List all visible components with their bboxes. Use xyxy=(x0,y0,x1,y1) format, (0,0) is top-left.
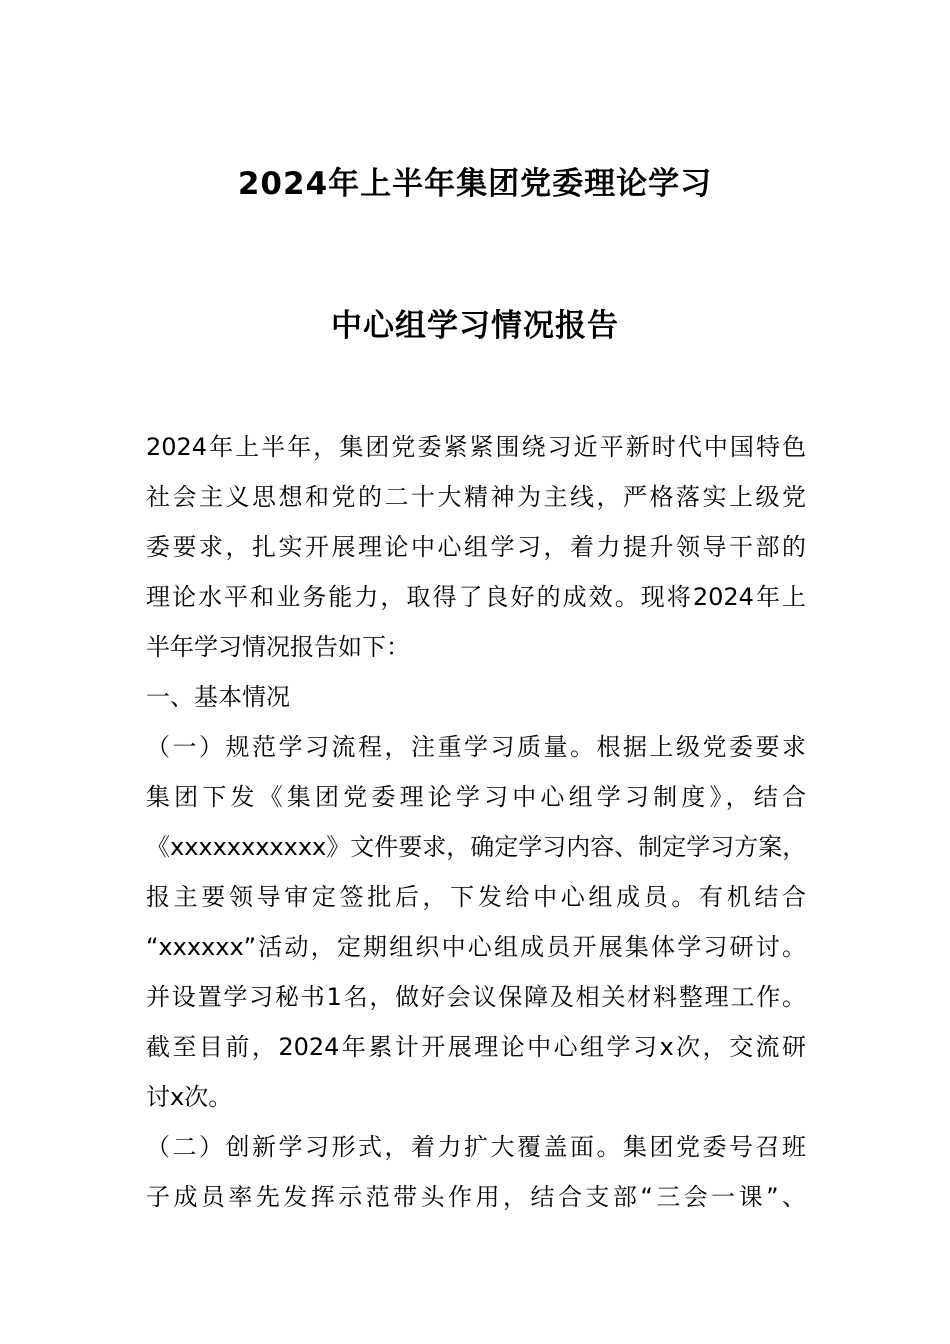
body-text-line: 社会主义思想和党的二十大精神为主线，严格落实上级党 xyxy=(146,483,806,511)
body-text-line: 截至目前，2024年累计开展理论中心组学习x次，交流研 xyxy=(146,1033,806,1061)
body-text-line: 2024年上半年，集团党委紧紧围绕习近平新时代中国特色 xyxy=(146,433,806,461)
body-text-line: 报主要领导审定签批后，下发给中心组成员。有机结合 xyxy=(146,883,806,911)
body-text-line: 理论水平和业务能力，取得了良好的成效。现将2024年上 xyxy=(146,583,806,611)
document-title-line-1: 2024年上半年集团党委理论学习 xyxy=(237,166,713,202)
document-title-line-2: 中心组学习情况报告 xyxy=(331,308,619,344)
body-text-line: 讨x次。 xyxy=(146,1083,233,1111)
body-text-line: “xxxxxx”活动，定期组织中心组成员开展集体学习研讨。 xyxy=(146,933,806,961)
body-text-line: （二）创新学习形式，着力扩大覆盖面。集团党委号召班 xyxy=(146,1133,806,1161)
body-text-line: 《xxxxxxxxxxx》文件要求，确定学习内容、制定学习方案， xyxy=(146,833,806,861)
body-text-line: 并设置学习秘书1名，做好会议保障及相关材料整理工作。 xyxy=(146,983,806,1011)
body-text-line: 委要求，扎实开展理论中心组学习，着力提升领导干部的 xyxy=(146,533,806,561)
body-text-line: 子成员率先发挥示范带头作用，结合支部“三会一课”、 xyxy=(146,1183,806,1211)
body-text-line: （一）规范学习流程，注重学习质量。根据上级党委要求 xyxy=(146,733,806,761)
body-text-line: 集团下发《集团党委理论学习中心组学习制度》，结合 xyxy=(146,783,806,811)
body-text-line: 半年学习情况报告如下： xyxy=(146,633,410,661)
section-heading: 一、基本情况 xyxy=(146,683,290,711)
